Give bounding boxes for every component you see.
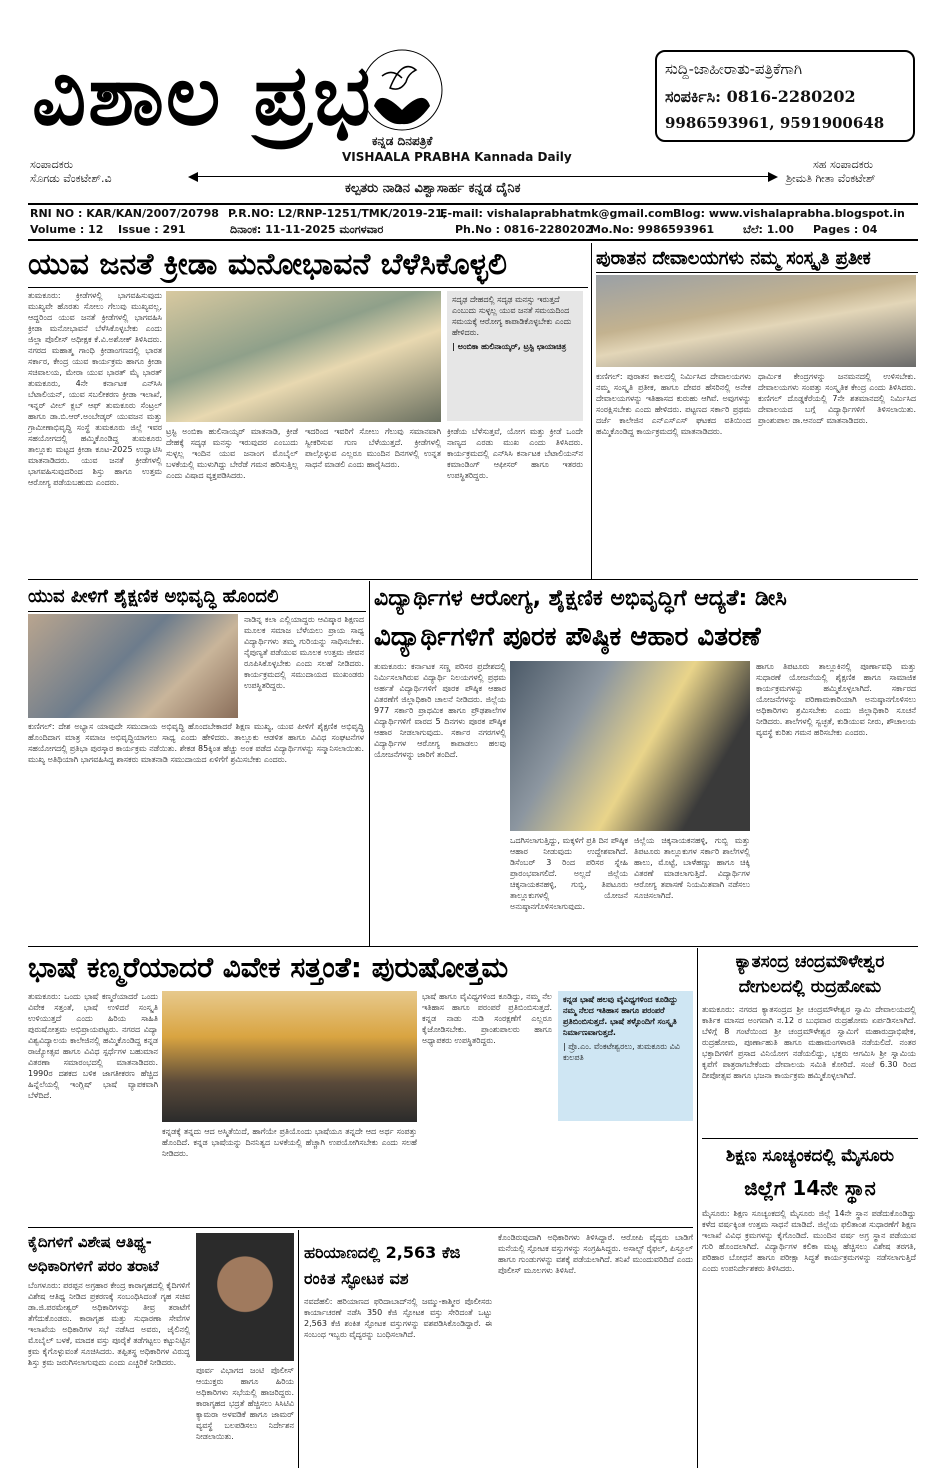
article-nutrition-col3: ಜಿಲ್ಲೆಯ ಚಿಕ್ಕನಾಯಕನಹಳ್ಳಿ, ಗುಬ್ಬಿ ಮತ್ತು ತಿಪಟೂರು ತಾಲ್ಲೂಕುಗಳ ಸರ್ಕಾರಿ ಶಾಲೆಗಳಲ್ಲಿ ಹಾಲು, ಮೊಟ್ಟೆ, ಬಾಳೆಹಣ್ಣು ಹಾಗೂ ಚಿಕ್ಕಿ ವಿತರಣೆ ಮಾಡಲಾಗುತ್ತಿದೆ. ವಿದ್ಯಾರ್ಥಿಗಳ ಆರೋಗ್ಯ ತಪಾಸಣೆ ನಿಯಮಿತವಾಗಿ ನಡೆಸಲು ಸೂಚಿಸಲಾಗಿದೆ. [634, 836, 750, 900]
article-temples-headline: ಪುರಾತನ ದೇವಾಲಯಗಳು ನಮ್ಮ ಸಂಸ್ಕೃತಿ ಪ್ರತೀಕ [596, 248, 871, 269]
article-nutrition-headline-1: ವಿದ್ಯಾರ್ಥಿಗಳ ಆರೋಗ್ಯ, ಶೈಕ್ಷಣಿಕ ಅಭಿವೃದ್ಧಿಗೆ ಆದ್ಯತೆ: ಡೀಸಿ [374, 586, 787, 611]
rule [28, 611, 366, 612]
article-nutrition-col4: ಹಾಗೂ ತಿಪಟೂರು ತಾಲ್ಲೂಕಿನಲ್ಲಿ ಪೂರ್ಣಾವಧಿ ಮತ್ತು ಸುಧಾರಣೆ ಯೋಜನೆಯಲ್ಲಿ ಶೈಕ್ಷಣಿಕ ಹಾಗೂ ಸಾಮಾಜಿಕ ಕಾರ್ಯಕ್ರಮಗಳನ್ನು ಹಮ್ಮಿಕೊಳ್ಳಲಾಗಿದೆ. ಸರ್ಕಾರದ ಯೋಜನೆಗಳನ್ನು ಪರಿಣಾಮಕಾರಿಯಾಗಿ ಅನುಷ್ಠಾನಗೊಳಿಸಲು ಅಧಿಕಾರಿಗಳು ಶ್ರಮಿಸಬೇಕು ಎಂದು ಜಿಲ್ಲಾಧಿಕಾರಿ ಸೂಚನೆ ನೀಡಿದರು. ಶಾಲೆಗಳಲ್ಲಿ ಸ್ವಚ್ಛತೆ, ಕುಡಿಯುವ ನೀರು, ಶೌಚಾಲಯ ವ್ಯವಸ್ಥೆ ಕುರಿತು ಗಮನ ಹರಿಸಬೇಕು ಎಂದರು. [756, 662, 916, 737]
masthead-subtitle-kn: ಕನ್ನಡ ದಿನಪತ್ರಿಕೆ [372, 134, 433, 148]
article-language-headline: ಭಾಷೆ ಕಣ್ಮರೆಯಾದರೆ ವಿವೇಕ ಸತ್ತಂತೆ: ಪುರುಷೋತ್ತಮ [28, 951, 509, 984]
article-explosives-col1: ನವದೆಹಲಿ: ಹರಿಯಾಣದ ಫರಿದಾಬಾದ್‍ನಲ್ಲಿ ಜಮ್ಮು-ಕಾಶ್ಮೀರ ಪೊಲೀಸರು ಕಾರ್ಯಾಚರಣೆ ನಡೆಸಿ 350 ಕೆಜಿ ಸ್ಫೋಟಕ ವಸ್ತು ಸೇರಿದಂತೆ ಒಟ್ಟು 2,563 ಕೆಜಿ ಶಂಕಿತ ಸ್ಫೋಟಕ ವಸ್ತುಗಳನ್ನು ವಶಪಡಿಸಿಕೊಂಡಿದ್ದಾರೆ. ಈ ಸಂಬಂಧ ಇಬ್ಬರು ವೈದ್ಯರನ್ನು ಬಂಧಿಸಲಾಗಿದೆ. [304, 1297, 492, 1339]
rule [28, 287, 588, 288]
rule [596, 272, 918, 273]
info-bar-top-rule [28, 203, 918, 205]
coeditor-label: ಸಹ ಸಂಪಾದಕರು [813, 158, 873, 171]
tagline: ಕಲ್ಪತರು ನಾಡಿನ ವಿಶ್ವಾಸಾರ್ಹ ಕನ್ನಡ ದೈನಿಕ [345, 181, 521, 196]
contact-line-1: ಸುದ್ದಿ-ಜಾಹೀರಾತು-ಪತ್ರಿಕೆಗಾಗಿ [665, 60, 803, 78]
article-language-col1: ತುಮಕೂರು: ಒಂದು ಭಾಷೆ ಕಣ್ಮರೆಯಾದರೆ ಒಂದು ವಿವೇಕ ಸತ್ತಂತೆ, ಭಾಷೆ ಉಳಿದರೆ ಸಂಸ್ಕೃತಿ ಉಳಿಯುತ್ತದೆ ಎಂದು ಹಿರಿಯ ಸಾಹಿತಿ ಪುರುಷೋತ್ತಮ ಅಭಿಪ್ರಾಯಪಟ್ಟರು. ನಗರದ ವಿದ್ಯಾ ವಿಶ್ವವಿದ್ಯಾಲಯ ಕಾಲೇಜಿನಲ್ಲಿ ಹಮ್ಮಿಕೊಂಡಿದ್ದ ಕನ್ನಡ ರಾಜ್ಯೋತ್ಸವ ಹಾಗೂ ವಿವಿಧ ಸ್ಪರ್ಧೆಗಳ ಬಹುಮಾನ ವಿತರಣಾ ಸಮಾರಂಭದಲ್ಲಿ ಮಾತನಾಡಿದರು. 1990ರ ದಶಕದ ಬಳಿಕ ಜಾಗತೀಕರಣ ಹೆಚ್ಚಿದ ಹಿನ್ನೆಲೆಯಲ್ಲಿ ಇಂಗ್ಲಿಷ್ ಭಾಷೆ ವ್ಯಾಪಕವಾಗಿ ಬೆಳೆದಿದೆ. [28, 992, 158, 1100]
article-sports-col3: ಇದರಿಂದ ಇವರಿಗೆ ಸೋಲು ಗೆಲುವು ಸಮಾನವಾಗಿ ಸ್ವೀಕರಿಸುವ ಗುಣ ಬೆಳೆಯುತ್ತದೆ. ಕ್ರೀಡೆಗಳಲ್ಲಿ ಪಾಲ್ಗೊಳ್ಳುವ ಎಲ್ಲರೂ ಮುಂದಿನ ದಿನಗಳಲ್ಲಿ ಉನ್ನತ ಸಾಧನೆ ಮಾಡಲಿ ಎಂದು ಹಾರೈಸಿದರು. [305, 427, 441, 469]
column-rule [298, 1230, 299, 1468]
article-language-col2: ಕನ್ನಡಕ್ಕೆ ತನ್ನದು ಆದ ಅಸ್ಮಿತೆಯಿದೆ, ಹಾಗೆಯೇ ಪ್ರತಿಯೊಂದು ಭಾಷೆಯೂ ತನ್ನದೇ ಆದ ಅರ್ಥ ಸಂಪತ್ತು ಹೊಂದಿದೆ. ಕನ್ನಡ ಭಾಷೆಯನ್ನು ದಿನನಿತ್ಯದ ಬಳಕೆಯಲ್ಲಿ ಹೆಚ್ಚಾಗಿ ಉಪಯೋಗಿಸಬೇಕು ಎಂದು ಸಲಹೆ ನೀಡಿದರು. [162, 1127, 417, 1158]
pr-number: P.R.NO: L2/RNP-1251/TMK/2019-21, [228, 207, 447, 220]
section-rule [28, 946, 918, 947]
article-prison-headline-2: ಅಧಿಕಾರಿಗಳಿಗೆ ಪರಂ ತರಾಟೆ [28, 1257, 159, 1275]
article-sports-quote-author: | ಅಂಬಿಕಾ ಹುಲಿನಾಯ್ಕರ್, ಟ್ರಸ್ಟಿ ಛಾಯಾಚಿತ್ರ [452, 342, 567, 351]
masthead-subtitle-en: VISHAALA PRABHA Kannada Daily [342, 150, 572, 164]
article-nutrition-col1: ತುಮಕೂರು: ಕರ್ನಾಟಕ ಸಣ್ಣ ಪರಿಸರ ಪ್ರದೇಶದಲ್ಲಿ ನಿರ್ಮಿಸಲಾಗಿರುವ ವಿದ್ಯಾರ್ಥಿ ನಿಲಯಗಳಲ್ಲಿ ಪ್ರಥಮ ಅರ್ಹತೆ ವಿದ್ಯಾರ್ಥಿಗಳಿಗೆ ಪೂರಕ ಪೌಷ್ಠಿಕ ಆಹಾರ ವಿತರಣೆಗೆ ಜಿಲ್ಲಾಧಿಕಾರಿ ಚಾಲನೆ ನೀಡಿದರು. ಜಿಲ್ಲೆಯ 977 ಸರ್ಕಾರಿ ಪ್ರಾಥಮಿಕ ಹಾಗೂ ಪ್ರೌಢಶಾಲೆಗಳ ವಿದ್ಯಾರ್ಥಿಗಳಿಗೆ ವಾರದ 5 ದಿನಗಳು ಪೂರಕ ಪೌಷ್ಠಿಕ ಆಹಾರ ನೀಡಲಾಗುವುದು. ಸರ್ಕಾರ ನಗರಗಳಲ್ಲಿ ವಿದ್ಯಾರ್ಥಿಗಳ ಆರೋಗ್ಯ ಕಾಪಾಡಲು ಹಲವು ಯೋಜನೆಗಳನ್ನು ಜಾರಿಗೆ ತಂದಿದೆ. [374, 662, 506, 759]
article-temples-col2: ಧಾರ್ಮಿಕ ಕೇಂದ್ರಗಳನ್ನು ಜನಮನದಲ್ಲಿ ಉಳಿಸಬೇಕು. ದೇವಾಲಯಗಳು ಸಂಪತ್ತು ಸಂಸ್ಕೃತಿಕ ಕೇಂದ್ರ ಎಂದು ತಿಳಿಸಿದರು. ಕುಣಿಗಲ್ ದೊಡ್ಡಕೆರೆಯಲ್ಲಿ 7ನೇ ಶತಮಾನದಲ್ಲಿ ನಿರ್ಮಿಸಿದ ದೇವಾಲಯದ ಬಗ್ಗೆ ವಿದ್ಯಾರ್ಥಿಗಳಿಗೆ ತಿಳಿಸಲಾಯಿತು. ಪ್ರಾಂಶುಪಾಲ ಡಾ.ಆನಂದ್ ಮಾತನಾಡಿದರು. [758, 372, 916, 425]
issue-date: ದಿನಾಂಕ: 11-11-2025 ಮಂಗಳವಾರ [230, 223, 384, 236]
article-temple-rite-headline-1: ಕ್ಯಾತಸಂದ್ರ ಚಂದ್ರಮೌಳೇಶ್ವರ [735, 952, 885, 972]
article-explosives-headline-2: ರಂಕಿತ ಸ್ಫೋಟಕ ವಶ [304, 1269, 409, 1288]
masthead-title: ವಿಶಾಲ ಪ್ರಭ [32, 46, 373, 144]
article-index-body: ಮೈಸೂರು: ಶಿಕ್ಷಣ ಸೂಚ್ಯಂಕದಲ್ಲಿ ಮೈಸೂರು ಜಿಲ್ಲೆ 14ನೇ ಸ್ಥಾನ ಪಡೆದುಕೊಂಡಿದ್ದು ಕಳೆದ ವರ್ಷಕ್ಕಿಂತ ಉತ್ತಮ ಸಾಧನೆ ಮಾಡಿದೆ. ಜಿಲ್ಲೆಯ ಫಲಿತಾಂಶ ಸುಧಾರಣೆಗೆ ಶಿಕ್ಷಣ ಇಲಾಖೆ ವಿವಿಧ ಕ್ರಮಗಳನ್ನು ಕೈಗೊಂಡಿದೆ. ಮುಂದಿನ ವರ್ಷ ಅಗ್ರ ಸ್ಥಾನ ಪಡೆಯುವ ಗುರಿ ಹೊಂದಲಾಗಿದೆ. ವಿದ್ಯಾರ್ಥಿಗಳ ಕಲಿಕಾ ಮಟ್ಟ ಹೆಚ್ಚಿಸಲು ವಿಶೇಷ ತರಗತಿ, ಪರಿಹಾರ ಬೋಧನೆ ಹಾಗೂ ಪರೀಕ್ಷಾ ಸಿದ್ಧತೆ ಕಾರ್ಯಕ್ರಮಗಳನ್ನು ನಡೆಸಲಾಗುತ್ತಿದೆ ಎಂದು ಉಪನಿರ್ದೇಶಕರು ತಿಳಿಸಿದರು. [702, 1209, 916, 1273]
coeditor-name: ಶ್ರೀಮತಿ ಗೀತಾ ವೆಂಕಟೇಶ್ [786, 172, 876, 185]
article-sports-photo [166, 291, 441, 422]
rule [702, 1138, 918, 1139]
article-prison-body: ಬೆಂಗಳೂರು: ಪರಪ್ಪನ ಅಗ್ರಹಾರ ಕೇಂದ್ರ ಕಾರಾಗೃಹದಲ್ಲಿ ಕೈದಿಗಳಿಗೆ ವಿಶೇಷ ಆತಿಥ್ಯ ನೀಡಿದ ಪ್ರಕರಣಕ್ಕೆ ಸಂಬಂಧಿಸಿದಂತೆ ಗೃಹ ಸಚಿವ ಡಾ.ಜಿ.ಪರಮೇಶ್ವರ್ ಅಧಿಕಾರಿಗಳನ್ನು ತೀವ್ರ ತರಾಟೆಗೆ ತೆಗೆದುಕೊಂಡರು. ಕಾರಾಗೃಹ ಮತ್ತು ಸುಧಾರಣಾ ಸೇವೆಗಳ ಇಲಾಖೆಯ ಅಧಿಕಾರಿಗಳ ಸಭೆ ನಡೆಸಿದ ಅವರು, ಜೈಲಿನಲ್ಲಿ ಮೊಬೈಲ್ ಬಳಕೆ, ಮಾದಕ ವಸ್ತು ಪೂರೈಕೆ ತಡೆಗಟ್ಟಲು ಕಟ್ಟುನಿಟ್ಟಿನ ಕ್ರಮ ಕೈಗೊಳ್ಳುವಂತೆ ಸೂಚಿಸಿದರು. ತಪ್ಪಿತಸ್ಥ ಅಧಿಕಾರಿಗಳ ವಿರುದ್ಧ ಶಿಸ್ತು ಕ್ರಮ ಜರುಗಿಸಲಾಗುವುದು ಎಂದು ಎಚ್ಚರಿಕೆ ನೀಡಿದರು. [28, 1281, 190, 1367]
article-temple-rite-body: ತುಮಕೂರು: ನಗರದ ಕ್ಯಾತಸಂದ್ರದ ಶ್ರೀ ಚಂದ್ರಮೌಳೇಶ್ವರ ಸ್ವಾಮಿ ದೇವಾಲಯದಲ್ಲಿ ಕಾರ್ತಿಕ ಮಾಸದ ಅಂಗವಾಗಿ ನ.12 ರ ಬುಧವಾರ ರುದ್ರಹೋಮ ಏರ್ಪಡಿಸಲಾಗಿದೆ. ಬೆಳಿಗ್ಗೆ 8 ಗಂಟೆಯಿಂದ ಶ್ರೀ ಚಂದ್ರಮೌಳೇಶ್ವರ ಸ್ವಾಮಿಗೆ ಮಹಾರುದ್ರಾಭಿಷೇಕ, ರುದ್ರಹೋಮ, ಪೂರ್ಣಾಹುತಿ ಹಾಗೂ ಮಹಾಮಂಗಳಾರತಿ ನಡೆಯಲಿದೆ. ನಂತರ ಭಕ್ತಾದಿಗಳಿಗೆ ಪ್ರಸಾದ ವಿನಿಯೋಗ ನಡೆಯಲಿದ್ದು, ಭಕ್ತರು ಆಗಮಿಸಿ ಶ್ರೀ ಸ್ವಾಮಿಯ ಕೃಪೆಗೆ ಪಾತ್ರರಾಗಬೇಕೆಂದು ದೇವಾಲಯ ಸಮಿತಿ ಕೋರಿದೆ. ಸಂಜೆ 6.30 ರಿಂದ ದೀಪೋತ್ಸವ ಹಾಗೂ ಭಜನಾ ಕಾರ್ಯಕ್ರಮ ಹಮ್ಮಿಕೊಳ್ಳಲಾಗಿದೆ. [702, 1005, 916, 1080]
blog-link[interactable]: Blog: www.vishalaprabha.blogspot.in [673, 207, 905, 220]
article-prison-photo [196, 1233, 294, 1361]
dove-emblem-icon [360, 48, 444, 132]
article-sports-headline: ಯುವ ಜನತೆ ಕ್ರೀಡಾ ಮನೋಭಾವನೆ ಬೆಳೆಸಿಕೊಳ್ಳಲಿ [28, 247, 507, 282]
arrow-left-icon [188, 172, 198, 182]
email: E-mail: vishalaprabhatmk@gmail.com [440, 207, 674, 220]
article-explosives-headline-1: ಹರಿಯಾಣದಲ್ಲಿ 2,563 ಕೆಜಿ [304, 1243, 461, 1262]
article-language-quote: ಕನ್ನಡ ಭಾಷೆ ಹಲವು ವೈವಿಧ್ಯಗಳಿಂದ ಕೂಡಿದ್ದು ನಮ್ಮ ನೆಲದ ಇತಿಹಾಸ ಹಾಗೂ ಪರಂಪರೆ ಪ್ರತಿಬಿಂಬಿಸುತ್ತದೆ. ಭಾಷೆ ತಳ್ಳೊಂದಿಗೆ ಸಂಸ್ಕೃತಿ ನಿರ್ಮಾಣವಾಗುತ್ತದೆ. [563, 995, 678, 1037]
column-rule [697, 948, 698, 1468]
article-index-headline-2: ಜಿಲ್ಲೆಗೆ 14ನೇ ಸ್ಥಾನ [744, 1176, 876, 1200]
editor-label: ಸಂಪಾದಕರು [30, 158, 74, 171]
article-education-col1: ಕುಣಿಗಲ್: ದೇಶ ಅಭ್ಯಾಸ ಯಾವುದೇ ಸಮುದಾಯ ಅಭಿವೃದ್ಧಿ ಹೊಂದಬೇಕಾದರೆ ಶಿಕ್ಷಣ ಮುಖ್ಯ, ಯುವ ಪೀಳಿಗೆ ಶೈಕ್ಷಣಿಕ ಅಭಿವೃದ್ಧಿ ಹೊಂದಿದಾಗ ಮಾತ್ರ ಸಮಾಜ ಅಭಿವೃದ್ಧಿಯಾಗಲು ಸಾಧ್ಯ ಎಂದು ಹೇಳಿದರು. ತಾಲ್ಲೂಕು ಆಡಳಿತ ಹಾಗೂ ವಿವಿಧ ಸಂಘಟನೆಗಳ ಸಹಯೋಗದಲ್ಲಿ ಪ್ರತಿಭಾ ಪುರಸ್ಕಾರ ಕಾರ್ಯಕ್ರಮ ನಡೆಯಿತು. ಶೇಕಡ 85ಕ್ಕಿಂತ ಹೆಚ್ಚು ಅಂಕ ಪಡೆದ ವಿದ್ಯಾರ್ಥಿಗಳನ್ನು ಸನ್ಮಾನಿಸಲಾಯಿತು. ಮುಖ್ಯ ಅತಿಥಿಯಾಗಿ ಭಾಗವಹಿಸಿದ್ದ ಶಾಸಕರು ಮಾತನಾಡಿ ಸಮುದಾಯದ ಏಳಿಗೆಗೆ ಶ್ರಮಿಸಬೇಕು ಎಂದರು. [28, 722, 364, 764]
article-temples-col1: ಕುಣಿಗಲ್: ಪುರಾತನ ಕಾಲದಲ್ಲಿ ನಿರ್ಮಿಸಿದ ದೇವಾಲಯಗಳು ನಮ್ಮ ಸಂಸ್ಕೃತಿ ಪ್ರತೀಕ, ಹಾಗೂ ದೇವರ ಹೆಸರಿನಲ್ಲಿ ಅನೇಕ ದೇವಾಲಯಗಳನ್ನು ಇತಿಹಾಸದ ಕುರುಹು ಆಗಿವೆ. ಅವುಗಳನ್ನು ಸಂರಕ್ಷಿಸಬೇಕು ಎಂದು ಹೇಳಿದರು. ಪಟ್ಟಣದ ಸರ್ಕಾರಿ ಪ್ರಥಮ ದರ್ಜೆ ಕಾಲೇಜಿನ ಎನ್‍ಎಸ್‍ಎಸ್ ಘಟಕದ ವತಿಯಿಂದ ಹಮ್ಮಿಕೊಂಡಿದ್ದ ಕಾರ್ಯಕ್ರಮದಲ್ಲಿ ಮಾತನಾಡಿದರು. [596, 372, 751, 436]
price: ಬೆಲೆ: 1.00 [743, 223, 794, 236]
arrow-right-icon [768, 172, 778, 182]
tagline-rule [195, 176, 770, 177]
article-language-col3: ಭಾಷೆ ಹಾಗೂ ವೈವಿಧ್ಯಗಳಿಂದ ಕೂಡಿದ್ದು, ನಮ್ಮ ನೆಲ ಇತಿಹಾಸ ಹಾಗೂ ಪರಂಪರೆ ಪ್ರತಿಬಿಂಬಿಸುತ್ತದೆ. ಕನ್ನಡ ನಾಡು ನುಡಿ ಸಂರಕ್ಷಣೆಗೆ ಎಲ್ಲರೂ ಕೈಜೋಡಿಸಬೇಕು. ಪ್ರಾಂಶುಪಾಲರು ಹಾಗೂ ಅಧ್ಯಾಪಕರು ಉಪಸ್ಥಿತರಿದ್ದರು. [422, 992, 552, 1045]
mobile: Mo.No: 9986593961 [590, 223, 715, 236]
article-explosives-col2: ಕೊಂಡಿರುವುದಾಗಿ ಅಧಿಕಾರಿಗಳು ತಿಳಿಸಿದ್ದಾರೆ. ಆರೋಪಿ ವೈದ್ಯರು ಬಾಡಿಗೆ ಮನೆಯಲ್ಲಿ ಸ್ಫೋಟಕ ವಸ್ತುಗಳನ್ನು ಸಂಗ್ರಹಿಸಿದ್ದರು. ಅಸಾಲ್ಟ್ ರೈಫಲ್, ಪಿಸ್ತೂಲ್ ಹಾಗೂ ಗುಂಡುಗಳನ್ನು ವಶಕ್ಕೆ ಪಡೆಯಲಾಗಿದೆ. ತನಿಖೆ ಮುಂದುವರಿದಿದೆ ಎಂದು ಪೊಲೀಸ್ ಮೂಲಗಳು ತಿಳಿಸಿವೆ. [498, 1233, 693, 1275]
article-sports-col1: ತುಮಕೂರು: ಕ್ರೀಡೆಗಳಲ್ಲಿ ಭಾಗವಹಿಸುವುದು ಮುಖ್ಯವೇ ಹೊರತು ಸೋಲು ಗೆಲುವು ಮುಖ್ಯವಲ್ಲ, ಆದ್ದರಿಂದ ಯುವ ಜನತೆ ಕ್ರೀಡೆಗಳಲ್ಲಿ ಭಾಗವಹಿಸಿ ಕ್ರೀಡಾ ಮನೋಭಾವನೆ ಬೆಳೆಸಿಕೊಳ್ಳಬೇಕು ಎಂದು ಜಿಲ್ಲಾ ಪೊಲೀಸ್ ಅಧೀಕ್ಷಕ ಕೆ.ವಿ.ಅಶೋಕ್ ತಿಳಿಸಿದರು. ನಗರದ ಮಹಾತ್ಮ ಗಾಂಧಿ ಕ್ರೀಡಾಂಗಣದಲ್ಲಿ ಭಾರತ ಸರ್ಕಾರ, ಕೇಂದ್ರ ಯುವ ಕಾರ್ಯಕ್ರಮ ಹಾಗೂ ಕ್ರೀಡಾ ಸಚಿವಾಲಯ, ಮೇರಾ ಯುವ ಭಾರತ್ ಮೈ ಭಾರತ್ ತುಮಕೂರು, 4ನೇ ಕರ್ನಾಟಕ ಎನ್‍ಸಿಸಿ ಬೆಟಾಲಿಯನ್, ಯುವ ಸಬಲೀಕರಣ ಕ್ರೀಡಾ ಇಲಾಖೆ, ಇನ್ನರ್ ವೀಲ್ ಕ್ಲಬ್ ಆಫ್ ತುಮಕೂರು ಸೆಂಟ್ರಲ್ ಹಾಗೂ ಡಾ.ಬಿ.ಆರ್.ಅಂಬೇಡ್ಕರ್ ಯುವಜನ ಮತ್ತು ಗ್ರಾಮೀಣಾಭಿವೃದ್ಧಿ ಸಂಸ್ಥೆ ತುಮಕೂರು ಜಿಲ್ಲೆ ಇವರ ಸಹಯೋಗದಲ್ಲಿ ಹಮ್ಮಿಕೊಂಡಿದ್ದ ತುಮಕೂರು ತಾಲ್ಲೂಕು ಮಟ್ಟದ ಕ್ರೀಡಾ ಕೂಟ-2025 ಉದ್ಘಾಟಿಸಿ ಮಾತನಾಡಿದರು. ಯುವ ಜನತೆ ಕ್ರೀಡೆಗಳಲ್ಲಿ ಭಾಗವಹಿಸುವುದರಿಂದ ಶಿಸ್ತು ಹಾಗೂ ಉತ್ತಮ ಆರೋಗ್ಯ ಪಡೆಯಬಹುದು ಎಂದರು. [28, 291, 162, 487]
contact-line-3: 9986593961, 9591900648 [665, 114, 885, 132]
article-language-quote-author: | ಪ್ರೊ.ಎಂ. ವೆಂಕಟೇಶ್ವರಲು, ತುಮಕೂರು ವಿವಿ ಕುಲಪತಿ [563, 1042, 680, 1062]
article-education-headline: ಯುವ ಪೀಳಿಗೆ ಶೈಕ್ಷಣಿಕ ಅಭಿವೃದ್ಧಿ ಹೊಂದಲಿ [28, 586, 279, 607]
article-education-photo [28, 614, 238, 718]
phone: Ph.No : 0816-2280202 [455, 223, 593, 236]
article-prison-caption: ಪೂರ್ವ ವಿಭಾಗದ ಜಂಟಿ ಪೊಲೀಸ್ ಆಯುಕ್ತರು ಹಾಗೂ ಹಿರಿಯ ಅಧಿಕಾರಿಗಳು ಸಭೆಯಲ್ಲಿ ಹಾಜರಿದ್ದರು. ಕಾರಾಗೃಹದ ಭದ್ರತೆ ಹೆಚ್ಚಿಸಲು ಸಿಸಿಟಿವಿ ಕ್ಯಾಮರಾ ಅಳವಡಿಕೆ ಹಾಗೂ ಜಾಮರ್ ವ್ಯವಸ್ಥೆ ಬಲಪಡಿಸಲು ನಿರ್ದೇಶನ ನೀಡಲಾಯಿತು. [196, 1366, 294, 1441]
contact-line-2: ಸಂಪರ್ಕಿಸಿ: 0816-2280202 [665, 87, 856, 106]
article-temples-photo [596, 275, 916, 367]
article-sports-quote: ಸದೃಢ ದೇಹದಲ್ಲಿ ಸದೃಢ ಮನಸ್ಸು ಇರುತ್ತದೆ ಎಂಬುದು ಸುಳ್ಳಲ್ಲ ಯುವ ಜನತೆ ಸಮಯದಿಂದ ಸಮಯಕ್ಕೆ ಆರೋಗ್ಯ ಕಾಪಾಡಿಕೊಳ್ಳಬೇಕು ಎಂದು ಹೇಳಿದರು. [452, 295, 572, 337]
article-language-photo [162, 991, 417, 1122]
article-nutrition-photo [510, 661, 750, 831]
column-rule [369, 581, 370, 946]
article-nutrition-headline-2: ವಿದ್ಯಾರ್ಥಿಗಳಿಗೆ ಪೂರಕ ಪೌಷ್ಠಿಕ ಆಹಾರ ವಿತರಣೆ [374, 622, 761, 652]
editor-name: ಸೊಗಡು ವೆಂಕಟೇಶ್.ವಿ [30, 172, 112, 185]
info-bar-bottom-rule [28, 239, 918, 241]
article-sports-col2: ಟ್ರಸ್ಟಿ ಅಂಬಿಕಾ ಹುಲಿನಾಯ್ಕರ್ ಮಾತನಾಡಿ, ಕ್ರೀಡೆ ದೇಹಕ್ಕೆ ಸದೃಢ ಮನಸ್ಸು ಇರುವುದರ ಎಂಬುದು ಸುಳ್ಳಲ್ಲ ಇಂದಿನ ಯುವ ಜನಾಂಗ ಮೊಬೈಲ್ ಬಳಕೆಯಲ್ಲಿ ಮುಳುಗಿದ್ದು ಬೇರೆಡೆ ಗಮನ ಹರಿಸುತ್ತಿಲ್ಲ ಎಂದು ವಿಷಾದ ವ್ಯಕ್ತಪಡಿಸಿದರು. [166, 427, 298, 480]
pages: Pages : 04 [813, 223, 878, 236]
contact-box [655, 50, 915, 142]
issue: Issue : 291 [118, 223, 186, 236]
article-education-col2: ನಾಡಿನ್ನ ಕಲಾ ಎಲ್ಲಿಯಾದ್ದರು ಆವಿಷ್ಕಾರ ಶಿಕ್ಷಣದ ಮೂಲಕ ಸಮಾಜ ಬೆಳೆಯಲು ಪ್ರಾಯ ಸಾಧ್ಯ ವಿದ್ಯಾರ್ಥಿಗಳು ತಮ್ಮ ಗುರಿಯನ್ನು ಸಾಧಿಸಬೇಕು. ನೈಪುಣ್ಯತೆ ಪಡೆಯುವ ಮೂಲಕ ಉತ್ತಮ ಜೀವನ ರೂಪಿಸಿಕೊಳ್ಳಬೇಕು ಎಂದು ಸಲಹೆ ನೀಡಿದರು. ಕಾರ್ಯಕ್ರಮದಲ್ಲಿ ಸಮುದಾಯದ ಮುಖಂಡರು ಉಪಸ್ಥಿತರಿದ್ದರು. [244, 615, 364, 690]
section-rule [28, 579, 918, 580]
article-nutrition-col2: ಒದಗಿಸಲಾಗುತ್ತಿದ್ದು, ಮಕ್ಕಳಿಗೆ ಪ್ರತಿ ದಿನ ಪೌಷ್ಠಿಕ ಆಹಾರ ನೀಡುವುದು ಉದ್ದೇಶವಾಗಿದೆ. ಡಿಸೆಂಬರ್ 3 ರಿಂದ ಪರಿಸರ ಸ್ನೇಹಿ ಪ್ರಾರಂಭವಾಗಲಿದೆ. ಅಲ್ಲದೆ ಜಿಲ್ಲೆಯ ಚಿಕ್ಕನಾಯಕನಹಳ್ಳಿ, ಗುಬ್ಬಿ, ತಿಪಟೂರು ತಾಲ್ಲೂಕುಗಳಲ್ಲಿ ಯೋಜನೆ ಅನುಷ್ಠಾನಗೊಳಿಸಲಾಗುವುದು. [510, 836, 628, 911]
article-index-headline-1: ಶಿಕ್ಷಣ ಸೂಚ್ಯಂಕದಲ್ಲಿ ಮೈಸೂರು [725, 1146, 895, 1166]
article-sports-col4: ಕ್ರೀಡೆಯ ಬೆಳೆಸುತ್ತವೆ, ಯೋಗ ಮತ್ತು ಕ್ರೀಡೆ ಒಂದೇ ನಾಣ್ಯದ ಎರಡು ಮುಖ ಎಂದು ತಿಳಿಸಿದರು. ಕಾರ್ಯಕ್ರಮದಲ್ಲಿ ಎನ್‍ಸಿಸಿ ಕರ್ನಾಟಕ ಬೆಟಾಲಿಯನ್‍ನ ಕಮಾಂಡಿಂಗ್ ಆಫೀಸರ್ ಹಾಗೂ ಇತರರು ಉಪಸ್ಥಿತರಿದ್ದರು. [447, 427, 583, 480]
article-prison-headline-1: ಕೈದಿಗಳಿಗೆ ವಿಶೇಷ ಆತಿಥ್ಯ- [28, 1233, 152, 1251]
rni-number: RNI NO : KAR/KAN/2007/20798 [30, 207, 219, 220]
section-rule [28, 1227, 693, 1228]
article-language-quote-box [558, 991, 693, 1121]
article-temple-rite-headline-2: ದೇಗುಲದಲ್ಲಿ ರುದ್ರಹೋಮ [738, 977, 882, 997]
volume: Volume : 12 [30, 223, 104, 236]
column-rule [591, 243, 592, 579]
article-sports-quote-box [447, 291, 583, 421]
